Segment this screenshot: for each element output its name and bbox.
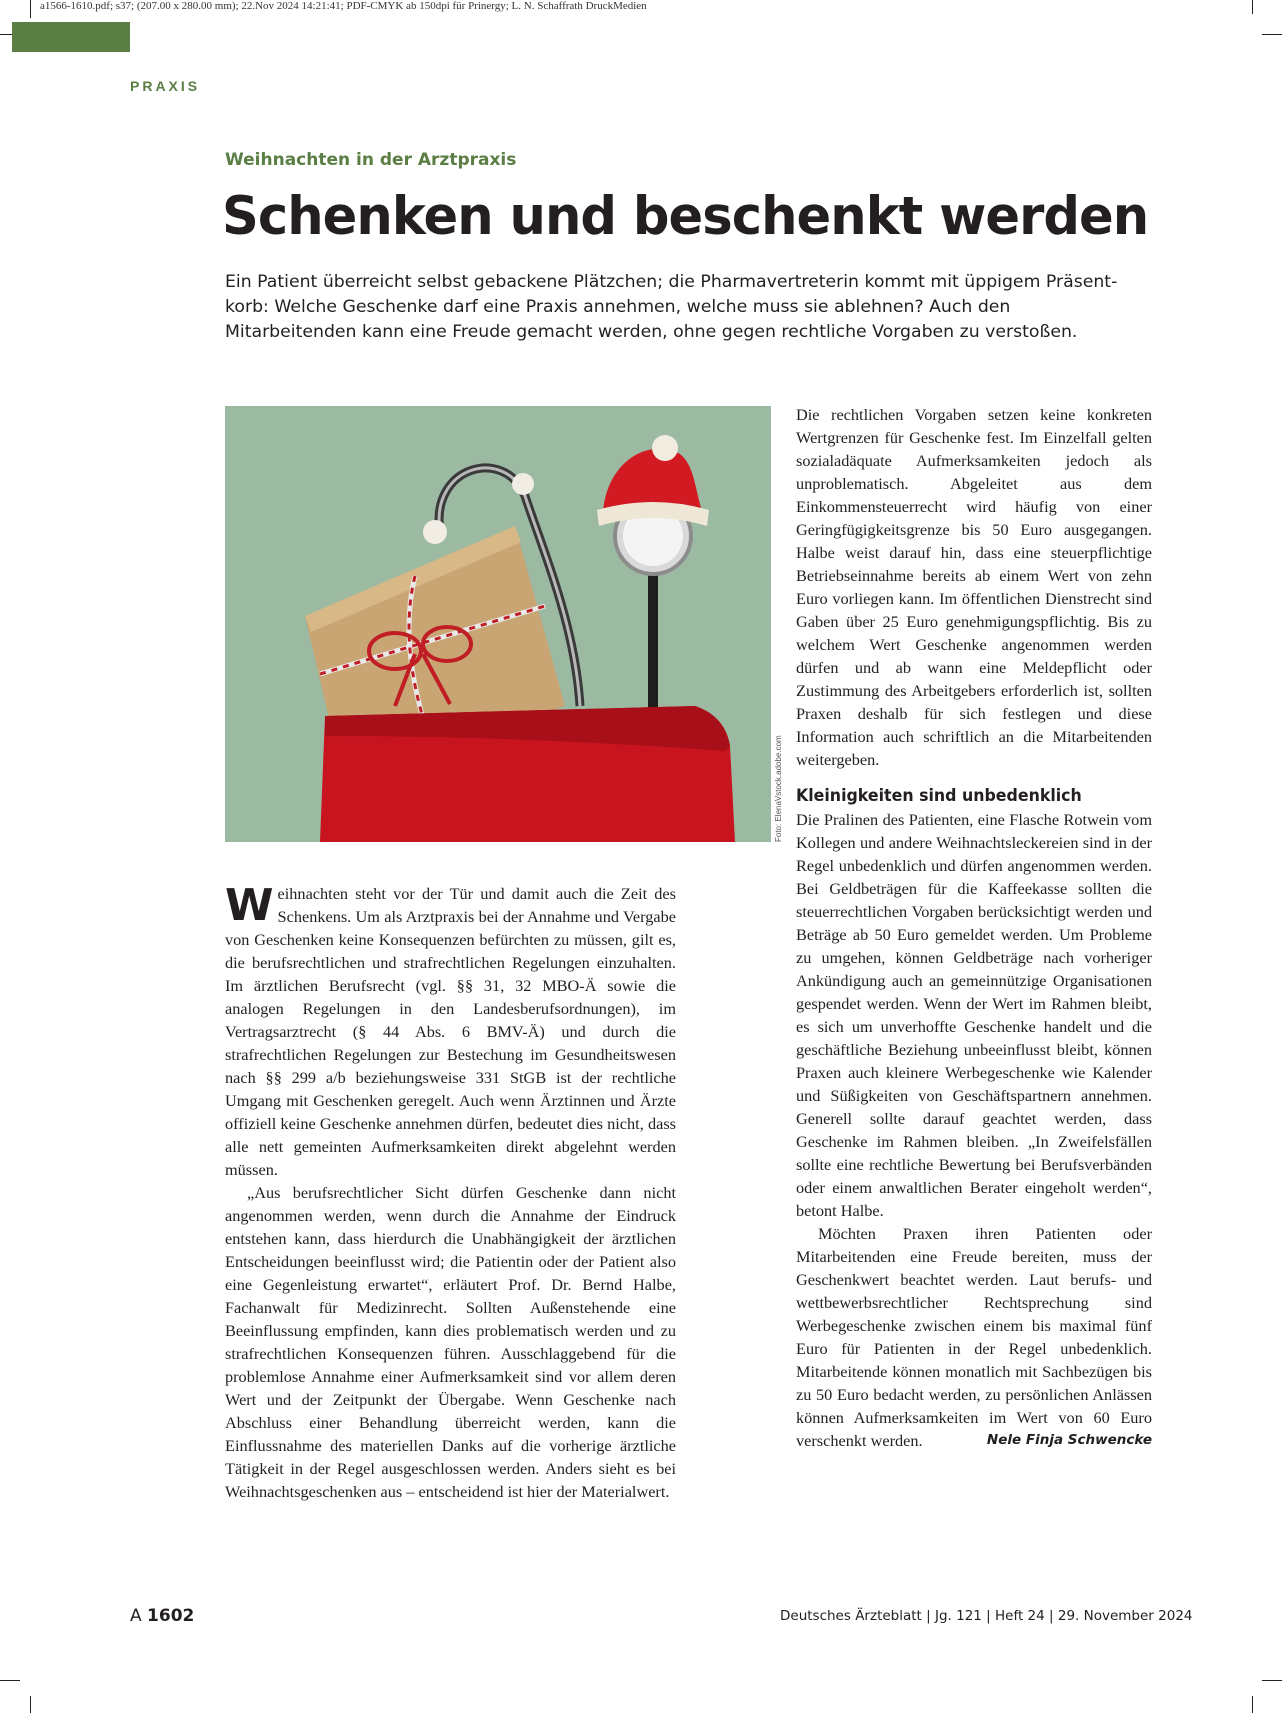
paragraph-text: Möchten Praxen ihren Patienten oder Mitarbeitenden eine Freude bereiten, muss der Geschenkwert beachtet werden. Laut berufs- und wettbewerbsrechtlicher Rechtsprechung sind Werbegeschenke zwischen einem bis maximal fünf Euro für Patienten in der Regel unbedenklich. Mitarbeitende können monatlich mit Sachbezügen bis zu 50 Euro bedacht werden, zu persönlichen Anlässen können Aufmerksamkeiten im Wert von 60 Euro verschenkt werden. xyxy=(796,1224,1152,1450)
page-number-value: 1602 xyxy=(147,1606,195,1626)
crop-mark xyxy=(1252,0,1253,14)
drop-cap: W xyxy=(225,880,274,931)
article-column-right xyxy=(796,403,1152,1452)
lead-line: Mitarbeitenden kann eine Freude gemacht werden, ohne gegen rechtliche Vorgaben zu verstoßen. xyxy=(225,322,1078,342)
crop-mark xyxy=(30,1696,31,1713)
page-prefix: A xyxy=(130,1606,142,1626)
paragraph-text: eihnachten steht vor der Tür und damit auch die Zeit des Schenkens. Um als Arztpraxis bei der Annahme und Vergabe von Geschenken keine Konsequenzen befürchten zu müssen, gilt es, die berufsrechtlichen und strafrechtlichen Regelungen einzuhalten. Im ärztlichen Berufsrecht (vgl. §§ 31, 32 MBO-Ä sowie die analogen Regelungen in den Landesberufsordnungen), im Vertragsarztrecht (§ 44 Abs. 6 BMV-Ä) und durch die strafrechtlichen Regelungen zur Bestechung im Gesundheitswesen nach §§ 299 a/b beziehungsweise 331 StGB ist der rechtliche Umgang mit Geschenken geregelt. Auch wenn Ärztinnen und Ärzte offiziell keine Geschenke annehmen dürfen, bedeutet dies nicht, dass alle nett gemeinten Aufmerksamkeiten direkt abgelehnt werden müssen. xyxy=(225,884,676,1179)
crop-mark xyxy=(0,1680,20,1681)
lead-line: Ein Patient überreicht selbst gebackene Plätzchen; die Pharmavertreterin kommt mit üppigem Präsent- xyxy=(225,272,1118,292)
author-byline: Nele Finja Schwencke xyxy=(986,1432,1152,1448)
body-paragraph: „Aus berufsrechtlicher Sicht dürfen Geschenke dann nicht angenommen werden, wenn durch die Annahme der Eindruck entstehen kann, dass hierdurch die Unabhängigkeit der ärztlichen Entscheidungen beeinflusst wird; die Patientin oder der Patient also eine Gegenleistung erwartet“, erläutert Prof. Dr. Bernd Halbe, Fachanwalt für Medizinrecht. Sollten Außenstehende eine Beeinflussung empfinden, kann dies problematisch werden und zu strafrechtlichen Konsequenzen führen. Ausschlaggebend für die problemlose Annahme einer Aufmerksamkeit sind vor allem deren Wert und der Zeitpunkt der Übergabe. Wenn Geschenke nach Abschluss einer Behandlung überreicht werden, kann die Einflussnahme des materiellen Danks auf die vorherige ärztliche Tätigkeit in der Regel ausgeschlossen werden. Anders sieht es bei Weihnachtsgeschenken aus – entscheidend ist hier der Materialwert. xyxy=(225,1183,676,1501)
print-info-line: a1566-1610.pdf; s37; (207.00 x 280.00 mm); 22.Nov 2024 14:21:41; PDF-CMYK ab 150dpi für Prinergy; L. N. Schaffrath DruckMedien xyxy=(40,0,647,12)
article-column-left xyxy=(225,882,676,1503)
body-paragraph xyxy=(796,1222,1152,1452)
crop-mark xyxy=(30,0,31,18)
gift-stethoscope-illustration xyxy=(225,406,771,842)
article-photo xyxy=(225,406,771,842)
body-paragraph xyxy=(225,882,676,1181)
crop-mark xyxy=(1262,34,1282,35)
body-paragraph: Die Pralinen des Patienten, eine Flasche Rotwein vom Kollegen und andere Weihnachtsleckereien sind in der Regel unbedenklich und dürfen angenommen werden. Bei Geldbeträgen für die Kaffeekasse sollten die steuerrechtlichen Vorgaben berücksichtigt werden und Beträge ab 50 Euro gemeldet werden. Um Probleme zu umgehen, können Geldbeträge nach vorheriger Ankündigung auch an gemeinnützige Organisationen gespendet werden. Wenn der Wert im Rahmen bleibt, es sich um unverhoffte Geschenke handelt und die geschäftliche Beziehung unbeeinflusst bleibt, können Praxen auch kleinere Werbegeschenke wie Kalender und Süßigkeiten von Geschäftspartnern annehmen. Generell sollte darauf geachtet werden, dass Geschenke im Rahmen bleiben. „In Zweifelsfällen sollte eine rechtliche Bewertung bei Berufsverbänden oder einem anwaltlichen Berater eingeholt werden“, betont Halbe. xyxy=(796,810,1152,1220)
body-paragraph: Die rechtlichen Vorgaben setzen keine konkreten Wertgrenzen für Geschenke fest. Im Einzelfall gelten sozialadäquate Aufmerksamkeiten jedoch als unproblematisch. Abgeleitet aus dem Einkommensteuerrecht wird häufig von einer Geringfügigkeitsgrenze bis 50 Euro ausgegangen. Halbe weist darauf hin, dass eine steuerpflichtige Betriebseinnahme bereits ab einem Wert von zehn Euro vorliegen kann. Im öffentlichen Dienstrecht sind Gaben über 25 Euro genehmigungspflichtig. Bis zu welchem Wert Geschenke angenommen werden dürfen und ab wann eine Meldepflicht oder Zustimmung des Arbeitgebers erforderlich ist, sollten Praxen deshalb für sich festlegen und diese Information auch schriftlich an die Mitarbeitenden weitergeben. xyxy=(796,405,1152,769)
journal-info: Deutsches Ärzteblatt | Jg. 121 | Heft 24 | 29. November 2024 xyxy=(780,1608,1193,1624)
crop-mark xyxy=(1262,1680,1282,1681)
crop-mark xyxy=(1252,1696,1253,1713)
article-kicker: Weihnachten in der Arztpraxis xyxy=(225,150,517,170)
section-label: PRAXIS xyxy=(130,78,201,94)
lead-line: korb: Welche Geschenke darf eine Praxis annehmen, welche muss sie ablehnen? Auch den xyxy=(225,297,1011,317)
section-subhead: Kleinigkeiten sind unbedenklich xyxy=(796,786,1082,806)
article-lead xyxy=(225,270,1125,345)
page-number xyxy=(130,1606,194,1626)
photo-credit: Foto: ElenaVstock.adobe.com xyxy=(774,735,783,842)
article-headline: Schenken und beschenkt werden xyxy=(222,186,1149,247)
section-color-bar xyxy=(12,22,130,52)
